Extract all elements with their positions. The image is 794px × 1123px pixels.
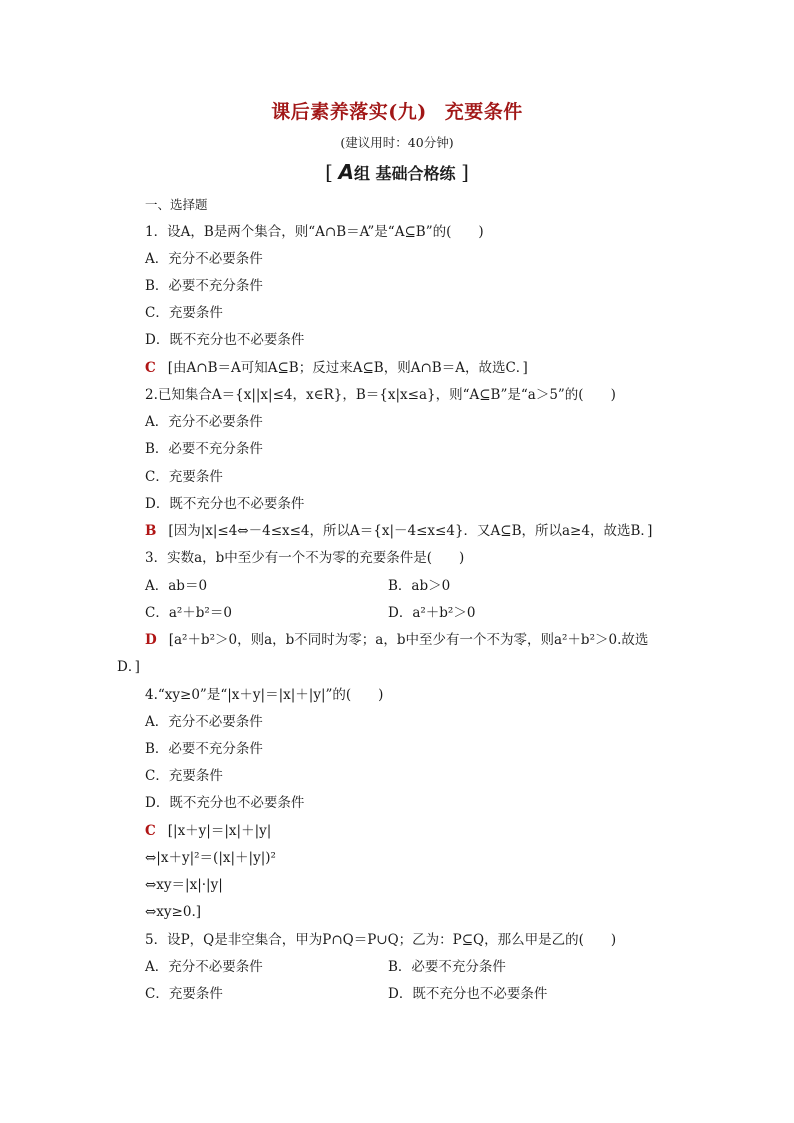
q4-step-2: ⇔xy＝|x|·|y| xyxy=(145,877,223,893)
q4-option-d: D．既不充分也不必要条件 xyxy=(145,795,305,811)
q2-option-c: C．充要条件 xyxy=(145,469,223,485)
group-bracket-right: ] xyxy=(461,160,469,184)
q3-option-a: A．ab＝0 xyxy=(145,578,208,594)
title-topic: 充要条件 xyxy=(444,101,523,123)
q4-answer-text: [|x＋y|＝|x|＋|y| xyxy=(167,823,272,839)
q3-answer xyxy=(145,631,648,649)
q1-option-b: B．必要不充分条件 xyxy=(145,278,263,294)
q2-stem: 2.已知集合A＝{x||x|≤4，x∈R}，B＝{x|x≤a}，则“A⊆B”是“a＞5”的( ) xyxy=(145,387,616,403)
q5-option-b: B．必要不充分条件 xyxy=(388,959,506,975)
group-label: 组 基础合格练 xyxy=(353,164,456,183)
page-title xyxy=(0,97,794,124)
q4-step-1: ⇔|x＋y|²＝(|x|＋|y|)² xyxy=(145,850,276,866)
section-title: 一、选择题 xyxy=(145,197,208,212)
q4-option-a: A．充分不必要条件 xyxy=(145,714,263,730)
q4-answer xyxy=(145,822,271,840)
q1-answer xyxy=(145,359,528,377)
q2-answer-letter: B xyxy=(145,523,157,539)
q4-option-b: B．必要不充分条件 xyxy=(145,741,263,757)
title-main: 课后素养落实(九) xyxy=(271,101,427,123)
q2-option-b: B．必要不充分条件 xyxy=(145,441,263,457)
q2-answer-text: [因为|x|≤4⇔－4≤x≤4，所以A＝{x|－4≤x≤4}．又A⊆B，所以a≥4，故选B．] xyxy=(168,523,653,539)
group-bracket-left: [ xyxy=(325,160,333,184)
q4-option-c: C．充要条件 xyxy=(145,768,223,784)
group-heading xyxy=(0,160,794,184)
q3-option-b: B．ab＞0 xyxy=(388,578,451,594)
q3-option-c: C．a²＋b²＝0 xyxy=(145,605,232,621)
q1-option-c: C．充要条件 xyxy=(145,305,223,321)
q5-option-c: C．充要条件 xyxy=(145,986,223,1002)
q1-option-a: A．充分不必要条件 xyxy=(145,251,263,267)
q3-option-d: D．a²＋b²＞0 xyxy=(388,605,476,621)
q5-option-d: D．既不充分也不必要条件 xyxy=(388,986,548,1002)
q1-option-d: D．既不充分也不必要条件 xyxy=(145,332,305,348)
q3-answer-continuation: D．] xyxy=(117,659,140,675)
q1-stem: 1．设A，B是两个集合，则“A∩B＝A”是“A⊆B”的( ) xyxy=(145,224,484,240)
q5-stem: 5．设P，Q是非空集合，甲为P∩Q＝P∪Q；乙为：P⊆Q，那么甲是乙的( ) xyxy=(145,932,617,948)
group-letter: A xyxy=(338,160,354,184)
q2-answer xyxy=(145,522,652,540)
q3-answer-text: [a²＋b²＞0，则a，b不同时为零；a，b中至少有一个不为零，则a²＋b²＞0.故选 xyxy=(168,632,649,648)
q1-answer-text: [由A∩B＝A可知A⊆B；反过来A⊆B，则A∩B＝A，故选C．] xyxy=(167,360,528,376)
q4-answer-letter: C xyxy=(145,823,156,839)
q4-step-3: ⇔xy≥0.] xyxy=(145,904,202,920)
q3-stem: 3．实数a，b中至少有一个不为零的充要条件是( ) xyxy=(145,550,465,566)
suggested-time: (建议用时：40分钟) xyxy=(340,135,454,150)
q5-option-a: A．充分不必要条件 xyxy=(145,959,263,975)
q2-option-d: D．既不充分也不必要条件 xyxy=(145,496,305,512)
q4-stem: 4.“xy≥0”是“|x＋y|＝|x|＋|y|”的( ) xyxy=(145,687,384,703)
q3-answer-letter: D xyxy=(145,632,157,648)
q1-answer-letter: C xyxy=(145,360,156,376)
q2-option-a: A．充分不必要条件 xyxy=(145,414,263,430)
